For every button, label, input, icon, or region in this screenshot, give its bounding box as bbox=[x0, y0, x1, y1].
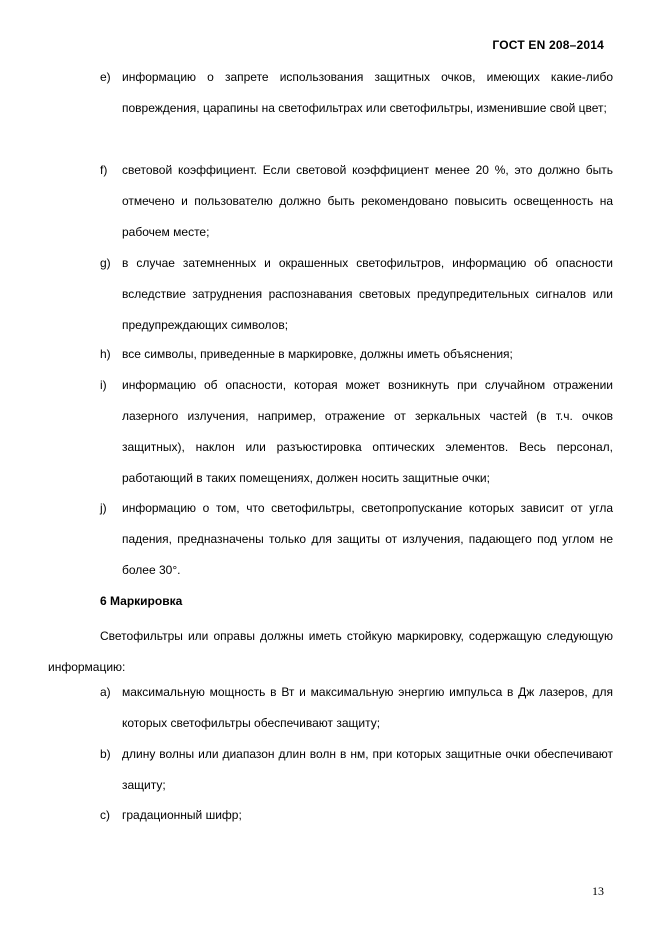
page-number: 13 bbox=[592, 884, 604, 898]
intro-paragraph: Светофильтры или оправы должны иметь стойкую маркировку, содержащую следующую информацию: bbox=[48, 629, 613, 674]
document-code: ГОСТ EN 208–2014 bbox=[492, 38, 604, 52]
list-item-label: i) bbox=[100, 378, 107, 392]
list-item-b bbox=[100, 739, 613, 801]
list-item-text: максимальную мощность в Вт и максимальную энергию импульса в Дж лазеров, для которых светофильтры обеспечивают защиту; bbox=[122, 685, 613, 730]
list-item-label: h) bbox=[100, 347, 111, 361]
list-item-g bbox=[100, 248, 613, 341]
list-item-c bbox=[100, 800, 613, 831]
list-item-i bbox=[100, 370, 613, 494]
list-item-f bbox=[100, 155, 613, 248]
list-item-label: c) bbox=[100, 808, 110, 822]
list-item-label: b) bbox=[100, 747, 111, 761]
list-item-a bbox=[100, 677, 613, 739]
list-item-text: световой коэффициент. Если световой коэффициент менее 20 %, это должно быть отмечено и пользователю должно быть рекомендовано повысить освещенность на рабочем месте; bbox=[122, 163, 613, 239]
list-item-h bbox=[100, 339, 613, 370]
list-item-text: длину волны или диапазон длин волн в нм, при которых защитные очки обеспечивают защиту; bbox=[122, 747, 613, 792]
list-item-label: g) bbox=[100, 256, 111, 270]
list-item-text: градационный шифр; bbox=[122, 808, 242, 822]
section-heading: 6 Маркировка bbox=[100, 594, 183, 608]
list-item-e bbox=[100, 62, 613, 124]
list-item-text: информацию о том, что светофильтры, светопропускание которых зависит от угла падения, предназначены только для защиты от излучения, падающего под углом не более 30°. bbox=[122, 501, 613, 577]
list-item-text: в случае затемненных и окрашенных светофильтров, информацию об опасности вследствие затруднения распознавания световых предупредительных сигналов или предупреждающих символов; bbox=[122, 256, 613, 332]
list-item-text: информацию о запрете использования защитных очков, имеющих какие-либо повреждения, царапины на светофильтрах или светофильтры, изменившие свой цвет; bbox=[122, 70, 613, 115]
list-item-j bbox=[100, 493, 613, 586]
list-item-text: информацию об опасности, которая может возникнуть при случайном отражении лазерного излучения, например, отражение от зеркальных частей (в т.ч. очков защитных), наклон или разъюстировка оптических элементов. Весь персонал, работающий в таких помещениях, должен носить защитные очки; bbox=[122, 378, 613, 485]
list-item-label: e) bbox=[100, 70, 111, 84]
list-item-text: все символы, приведенные в маркировке, должны иметь объяснения; bbox=[122, 347, 513, 361]
list-item-label: j) bbox=[100, 501, 107, 515]
list-item-label: f) bbox=[100, 163, 108, 177]
list-item-label: a) bbox=[100, 685, 111, 699]
